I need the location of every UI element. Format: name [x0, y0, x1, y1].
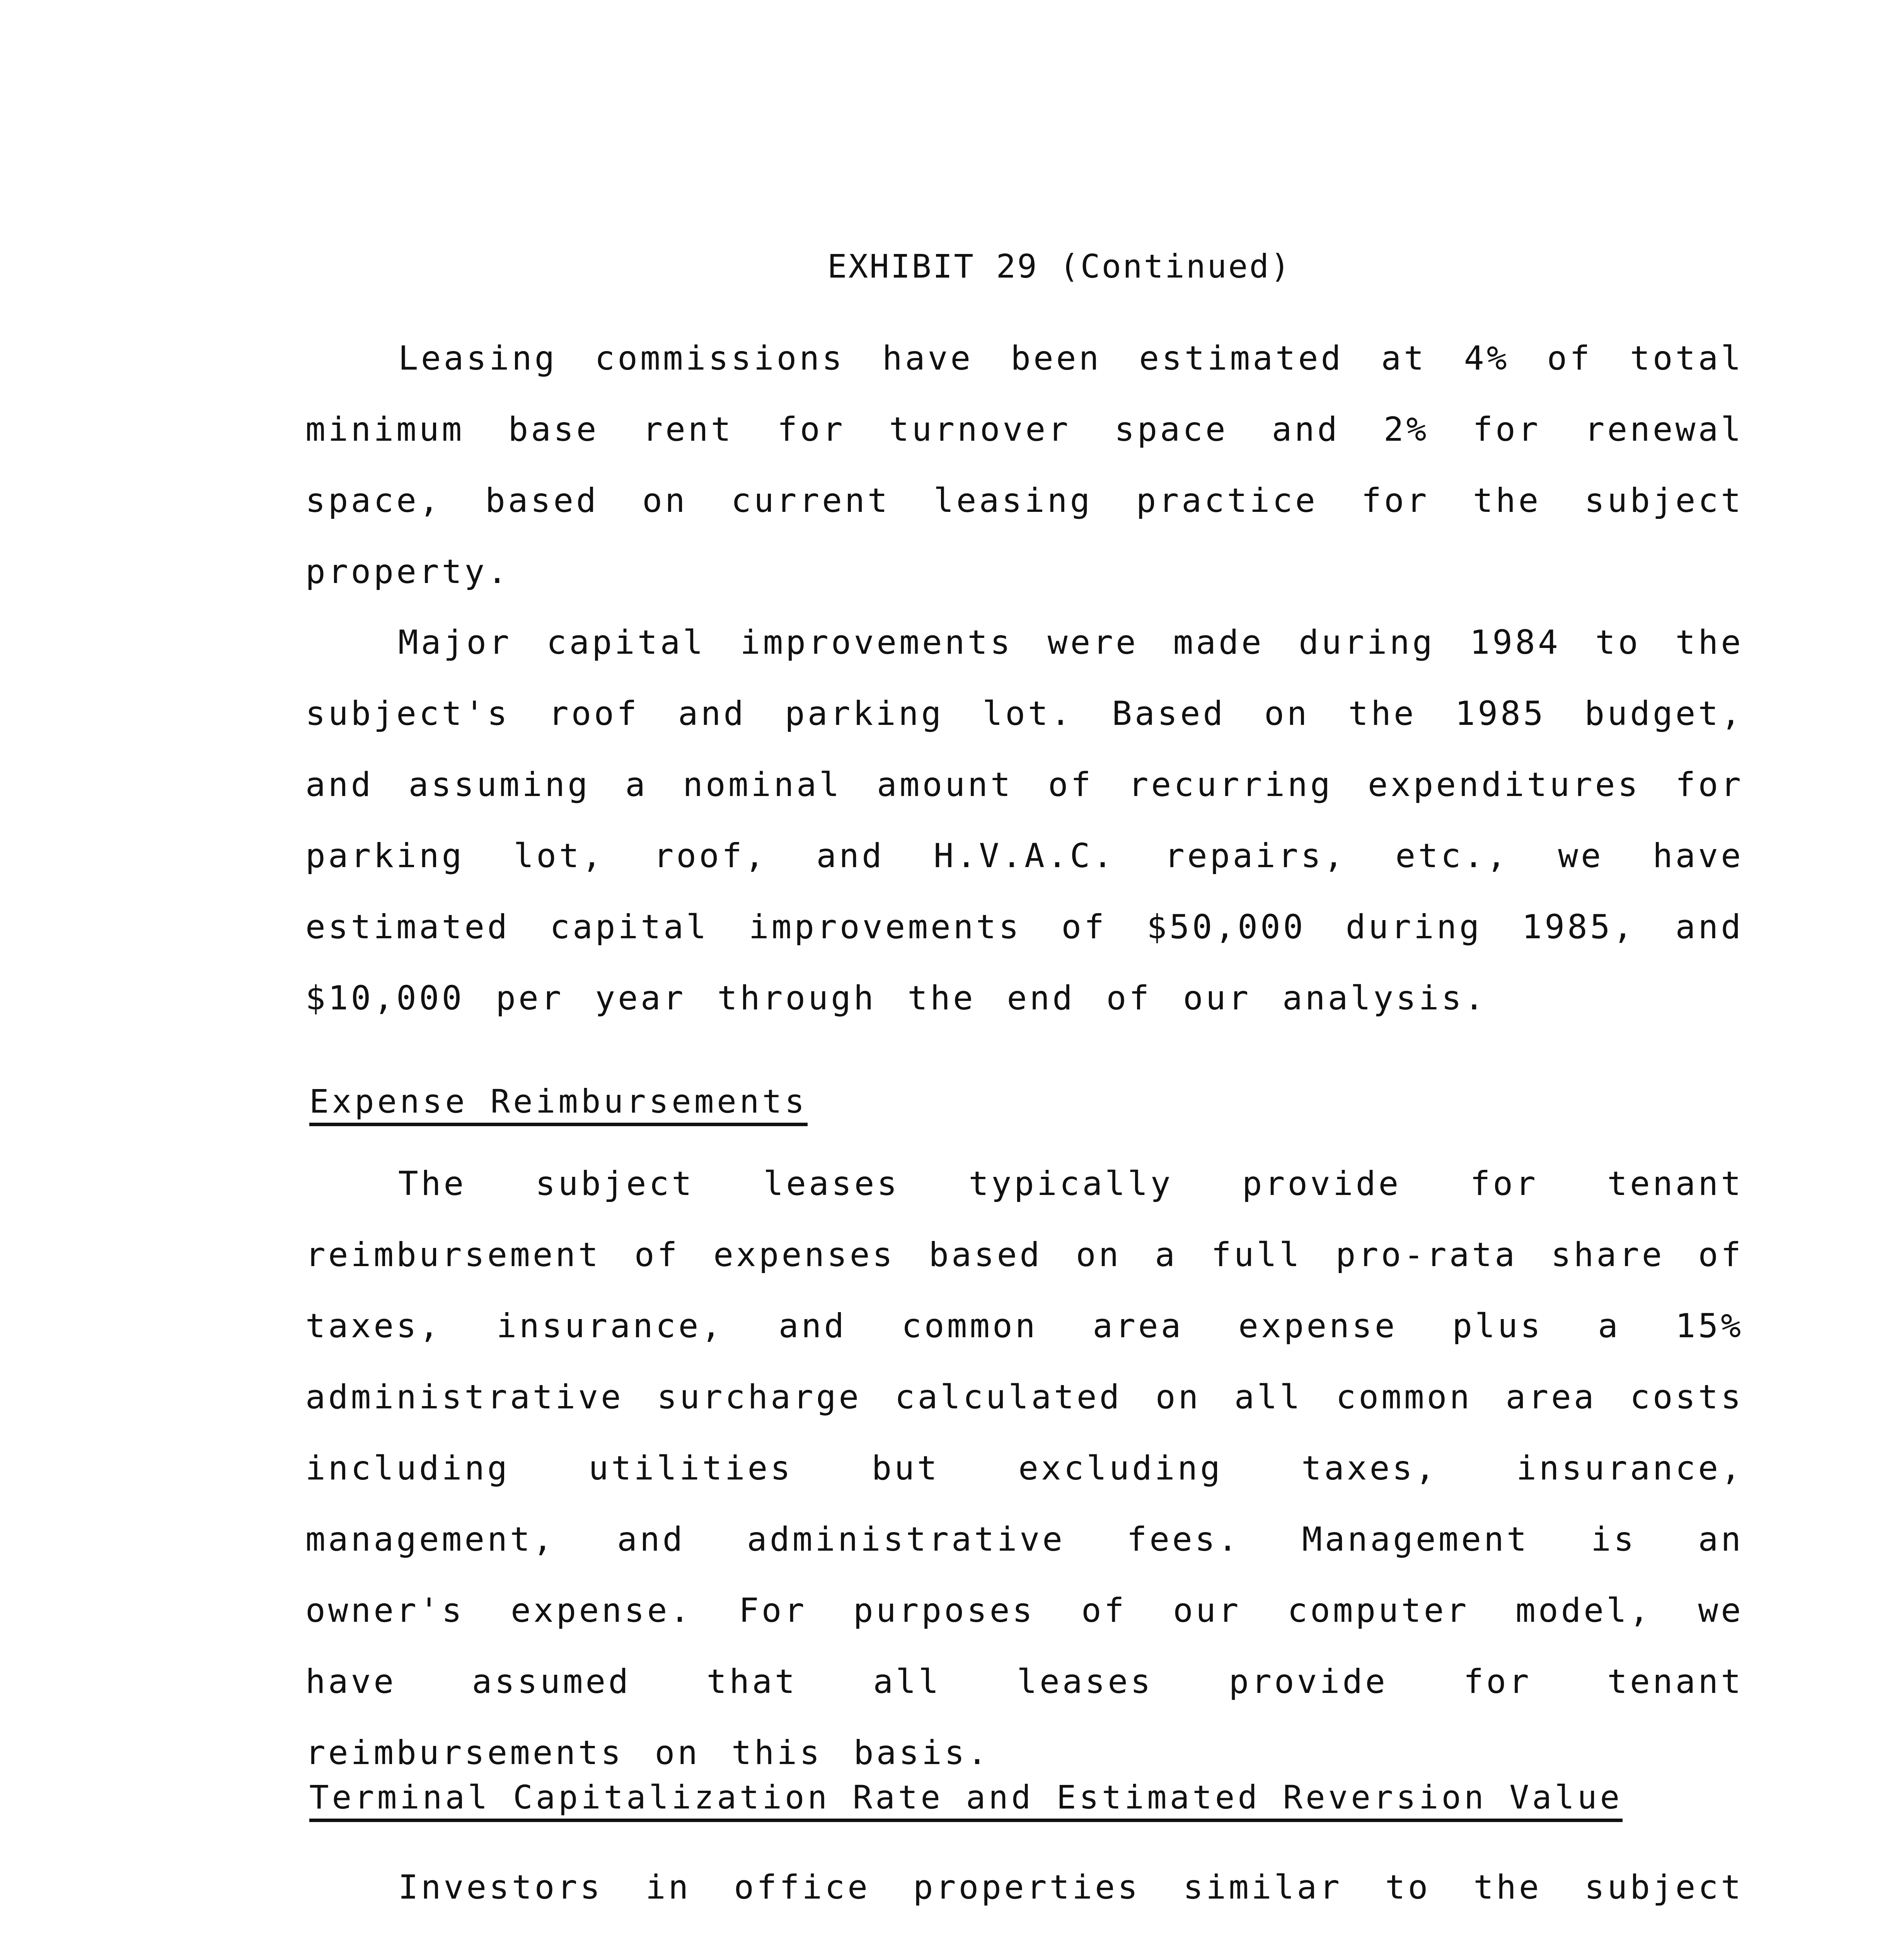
leasing-commissions-paragraph — [305, 323, 1744, 607]
capital-improvements-paragraph — [305, 607, 1744, 1034]
capital-improvements-text: Major capital improvements were made during 1984 to the subject's roof and parking lot. Based on the 1985 budget, and assuming a nominal amount of recurring expenditures for parking lot, roof, and H.V.A.C. repairs, etc., we have estimated capital improvements of $50,000 during 1985, and $10,000 per year through the end of our analysis. — [305, 623, 1744, 1018]
leasing-commissions-text: Leasing commissions have been estimated at 4% of total minimum base rent for turnover space and 2% for renewal space, based on current leasing practice for the subject property. — [305, 339, 1744, 591]
expense-reimbursements-paragraph — [305, 1148, 1744, 1788]
expense-reimbursements-text: The subject leases typically provide for tenant reimbursement of expenses based on a full pro-rata share of taxes, insurance, and common area expense plus a 15% administrative surcharge calculated on all common area costs including utilities but excluding taxes, insurance, management, and administrative fees. Management is an owner's expense. For purposes of our computer model, we have assumed that all leases provide for tenant reimbursements on this basis. — [305, 1164, 1744, 1772]
terminal-cap-rate-heading: Terminal Capitalization Rate and Estimated Reversion Value — [309, 1778, 1623, 1822]
exhibit-title: EXHIBIT 29 (Continued) — [827, 247, 1292, 285]
terminal-cap-rate-text: Investors in office properties similar to the subject — [398, 1868, 1744, 1907]
terminal-cap-rate-paragraph — [305, 1852, 1744, 1933]
expense-reimbursements-heading: Expense Reimbursements — [309, 1082, 808, 1126]
